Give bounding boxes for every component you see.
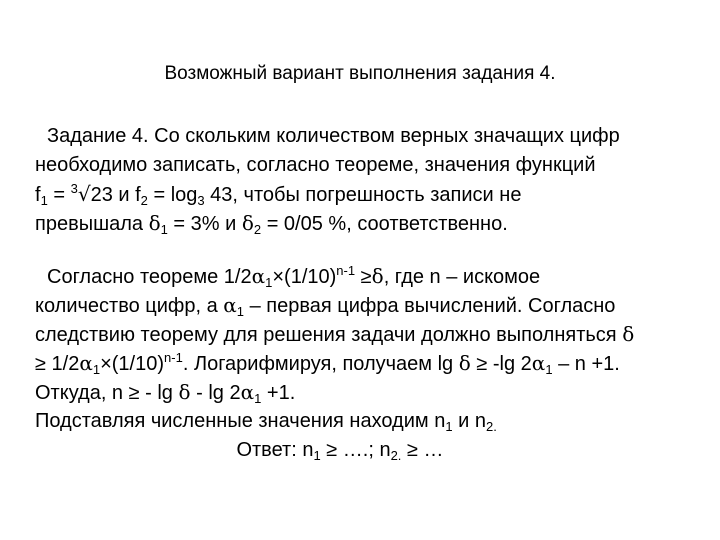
- text-run: 43, чтобы погрешность записи не: [204, 184, 522, 206]
- text-run: – n +1.: [552, 353, 620, 375]
- solution: [35, 262, 705, 465]
- subscript: 2: [253, 222, 262, 237]
- subscript: 1: [92, 362, 101, 377]
- subscript: 3: [197, 193, 205, 208]
- subscript: 1: [160, 222, 168, 237]
- text-run: Ответ: n: [236, 439, 314, 461]
- delta-symbol: δ: [371, 264, 384, 288]
- solution-line-2: [35, 291, 705, 320]
- text-run: . Логарифмируя, получаем lg: [182, 353, 459, 375]
- task-line-3: [35, 180, 705, 209]
- text-run: = log: [147, 184, 198, 206]
- delta-symbol: δ: [622, 322, 635, 346]
- subscript: 2: [140, 193, 148, 208]
- text-run: – первая цифра вычислений. Согласно: [244, 295, 616, 317]
- text-run: ×(1/10): [272, 266, 337, 288]
- subscript: 1: [40, 193, 48, 208]
- text-run: превышала: [35, 213, 149, 235]
- text-run: следствию теорему для решения задачи должно выполняться: [35, 324, 623, 346]
- subscript: 2.: [390, 448, 402, 463]
- subscript: 1: [445, 419, 453, 434]
- solution-line-6: [35, 407, 705, 436]
- text-run: - lg 2: [190, 382, 241, 404]
- root-index: 3: [70, 181, 78, 196]
- task-line-2: необходимо записать, согласно теореме, значения функций: [35, 154, 596, 176]
- f-label: f: [35, 184, 41, 206]
- text-run: = 3% и: [167, 213, 242, 235]
- text-run: ×(1/10): [100, 353, 165, 375]
- text-run: +1.: [261, 382, 296, 404]
- text-run: ≥ …: [401, 439, 444, 461]
- text-run: , где n – искомое: [383, 266, 541, 288]
- solution-line-4: [35, 349, 705, 378]
- superscript: n-1: [164, 350, 183, 365]
- text-run: ≥ -lg 2: [470, 353, 532, 375]
- delta-symbol: δ: [178, 380, 191, 404]
- alpha-symbol: α: [531, 351, 546, 375]
- alpha-symbol: α: [251, 264, 266, 288]
- text-run: и n: [452, 410, 486, 432]
- text-run: =: [47, 184, 71, 206]
- answer-line: [35, 436, 705, 465]
- solution-line-3: [35, 320, 705, 349]
- delta-symbol: δ: [148, 211, 161, 235]
- task-statement: [35, 122, 705, 238]
- text-run: Подставляя численные значения находим n: [35, 410, 446, 432]
- sqrt-symbol: √: [77, 182, 91, 206]
- text-run: Согласно теореме 1/2: [47, 266, 252, 288]
- subscript: 1: [265, 275, 273, 290]
- alpha-symbol: α: [79, 351, 93, 375]
- text-run: Откуда, n ≥ - lg: [35, 382, 179, 404]
- subscript: 1: [313, 448, 321, 463]
- subscript: 1: [545, 362, 553, 377]
- solution-line-1: [35, 262, 705, 291]
- text-run: 23 и f: [90, 184, 141, 206]
- slide-title: Возможный вариант выполнения задания 4.: [164, 63, 556, 84]
- task-line-4: [35, 209, 705, 238]
- text-run: = 0/05 %, соответственно.: [261, 213, 508, 235]
- text-run: ≥ ….; n: [320, 439, 391, 461]
- text-run: ≥ 1/2: [35, 353, 80, 375]
- alpha-symbol: α: [223, 293, 237, 317]
- superscript: n-1: [336, 263, 356, 278]
- subscript: 2.: [485, 419, 497, 434]
- alpha-symbol: α: [240, 380, 255, 404]
- task-line-1: Задание 4. Со скольким количеством верных значащих цифр: [47, 125, 620, 147]
- text-run: количество цифр, а: [35, 295, 224, 317]
- subscript: 1: [236, 304, 245, 319]
- delta-symbol: δ: [458, 351, 471, 375]
- solution-line-5: [35, 378, 705, 407]
- text-run: ≥: [355, 266, 372, 288]
- subscript: 1: [254, 391, 262, 406]
- delta-symbol: δ: [241, 211, 254, 235]
